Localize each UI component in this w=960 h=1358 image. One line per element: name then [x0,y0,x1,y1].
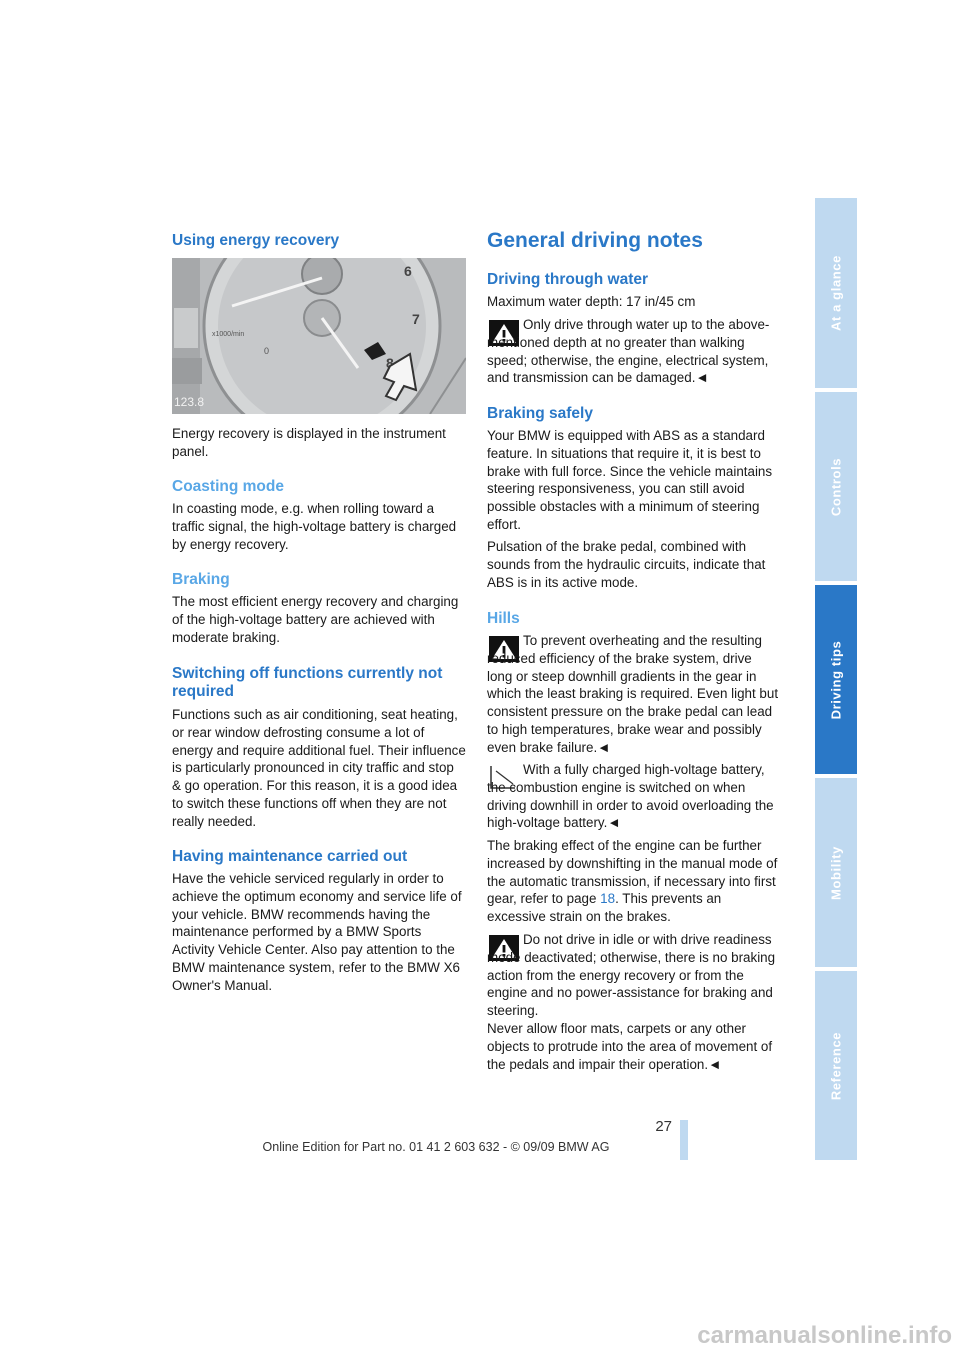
braking-safely-text-1: Your BMW is equipped with ABS as a standard feature. In situations that require it, it is best to brake with full force. Since the vehicle maintains steering responsiveness, you can still avoid possible obstacles with a minimum of steering effort. [487,428,773,532]
watermark: carmanualsonline.info [697,1322,952,1349]
water-depth: Maximum water depth: 17 in/45 cm [487,294,696,309]
switching-heading: Switching off functions currently not required [172,665,443,700]
braking-safely-text-2: Pulsation of the brake pedal, combined with sounds from the hydraulic circuits, indicate that ABS is in its active mode. [487,539,766,590]
water-heading: Driving through water [487,271,649,288]
odometer-readout: 123.8 [174,395,205,409]
page-number: 27 [655,1118,672,1135]
end-mark: ◄ [597,739,611,755]
braking-heading: Braking [172,571,230,588]
energy-caption: Energy recovery is displayed in the instrument panel. [172,426,446,459]
end-mark: ◄ [695,370,709,386]
engine-brake-text: The braking effect of the engine can be further increased by downshifting in the manual mode of the automatic transmission, if necessary into first gear, refer to page 18. This prevents an excessive strain on the brakes. [487,838,778,925]
coasting-heading: Coasting mode [172,478,284,495]
eco-label: 0 [264,346,270,356]
rpm-label: x1000/min [212,331,245,338]
hills-heading: Hills [487,610,520,627]
instrument-figure [172,258,466,414]
tab-reference[interactable]: Reference [815,971,857,1160]
gauge-number-8: 8 [386,355,394,371]
end-mark: ◄ [607,815,621,831]
braking-text: The most efficient energy recovery and charging of the high-voltage battery are achieved with moderate braking. [172,594,459,645]
braking-safely-heading: Braking safely [487,405,593,422]
instrument-cluster-image [172,258,466,414]
maintenance-heading: Having maintenance carried out [172,848,408,865]
switching-text: Functions such as air conditioning, seat heating, or rear window defrosting consume a lot of energy and require additional fuel. Their influence is particularly pronounced in city traffic and stop & go operation. For this reason, it is a good idea to switch these functions off when they are not really needed. [172,707,466,829]
gauge-number-7: 7 [412,311,420,327]
maintenance-text: Have the vehicle serviced regularly in order to achieve the optimum economy and service life of your vehicle. BMW recommends having the maintenance performed by a BMW Sports Activity Vehicle Center. Also pay attention to the BMW maintenance system, refer to the BMW X6 Owner's Manual. [172,871,462,993]
tab-at-a-glance[interactable]: At a glance [815,198,857,388]
water-warning: Only drive through water up to the above-mentioned depth at no greater than walking speed; otherwise, the engine, electrical system, and transmission can be damaged.◄ [487,317,770,386]
hills-warning: To prevent overheating and the resulting reduced efficiency of the brake system, drive long or steep downhill gradients in the gear in which the least braking is required. Even light but consistent pressure on the brake pedal can lead to high temperatures, brake wear and possibly even brake failure.◄ [487,633,779,755]
tab-mobility[interactable]: Mobility [815,778,857,967]
floor-mats-text: Never allow floor mats, carpets or any other objects to protrude into the area of movement of the pedals and impair their operation.◄ [487,1021,773,1072]
general-notes-heading: General driving notes [487,229,703,252]
footer-text: Online Edition for Part no. 01 41 2 603 632 - © 09/09 BMW AG [262,1140,610,1154]
tab-driving-tips[interactable]: Driving tips [815,585,857,774]
coasting-text: In coasting mode, e.g. when rolling toward a traffic signal, the high-voltage battery is charged by energy recovery. [172,501,457,552]
page-link[interactable]: 18 [600,891,616,907]
idle-warning: Do not drive in idle or with drive readiness mode deactivated; otherwise, there is no braking action from the energy recovery or from the engine and no power-assistance for braking and steering. [487,932,776,1019]
energy-recovery-heading: Using energy recovery [172,232,340,249]
page-marker-bar [680,1120,688,1160]
end-mark: ◄ [708,1056,722,1072]
hills-note: With a fully charged high-voltage battery, the combustion engine is switched on when driving downhill in order to avoid overloading the high-voltage battery.◄ [487,762,774,831]
gauge-number-6: 6 [404,263,412,279]
tab-controls[interactable]: Controls [815,392,857,581]
